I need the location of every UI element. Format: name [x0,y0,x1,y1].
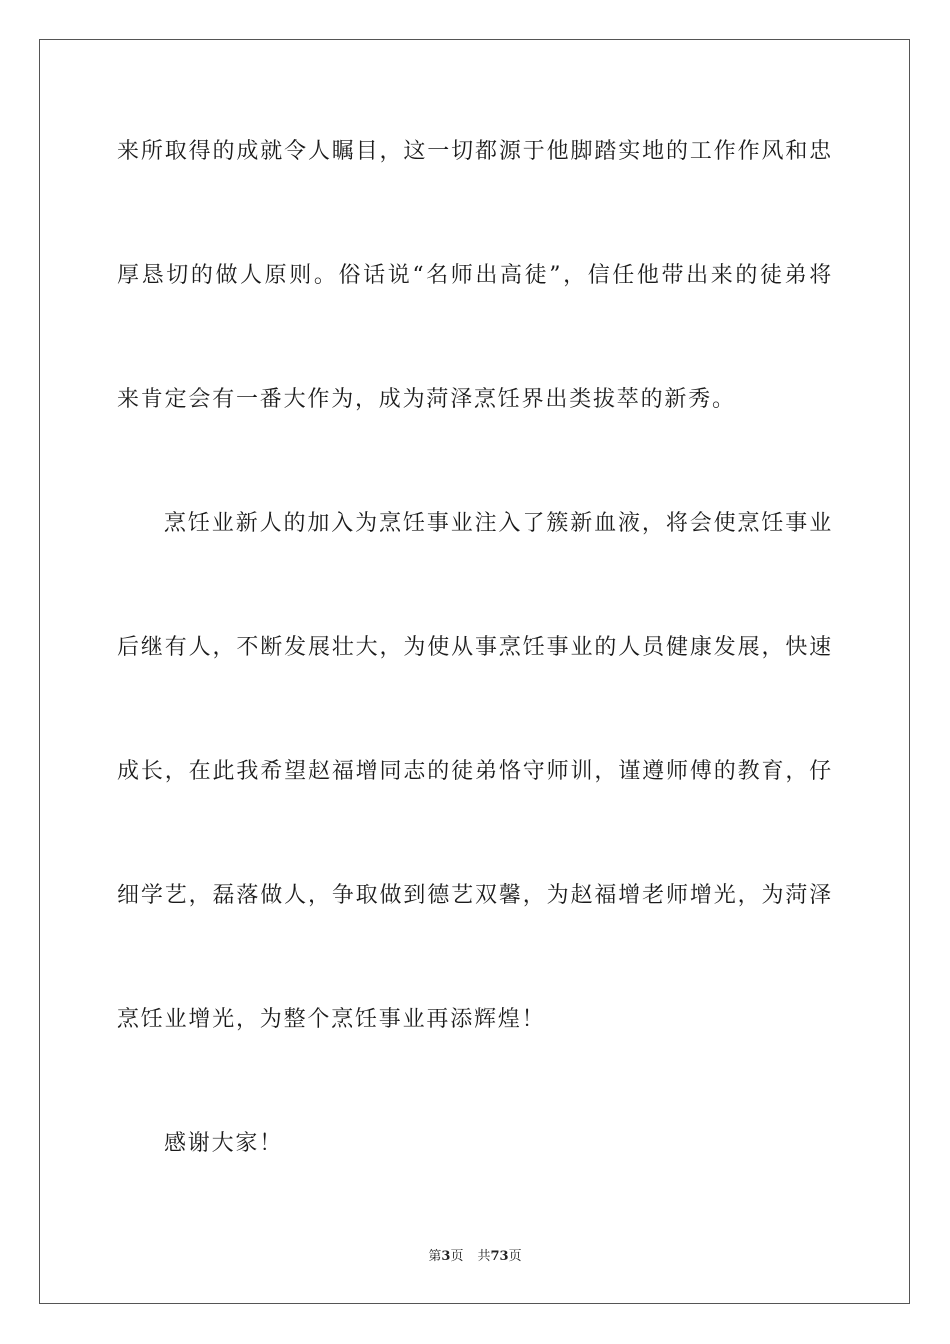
text-line-6: 成长，在此我希望赵福增同志的徒弟恪守师训，谨遵师傅的教育，仔 [117,759,833,784]
page-prefix: 第 [428,1249,442,1264]
text-line-4: 烹饪业新人的加入为烹饪事业注入了簇新血液，将会使烹饪事业 [164,511,833,536]
page-footer [0,1248,950,1266]
text-line-9: 感谢大家！ [164,1131,284,1156]
text-line-1: 来所取得的成就令人瞩目，这一切都源于他脚踏实地的工作作风和忠 [117,139,833,164]
total-pages: 73 [490,1249,509,1264]
page-suffix: 页 [450,1249,464,1264]
total-suffix: 页 [508,1249,522,1264]
page-number: 3 [441,1249,451,1264]
total-prefix: 共 [477,1249,491,1264]
page-border [39,39,910,1304]
text-line-7: 细学艺，磊落做人，争取做到德艺双馨，为赵福增老师增光，为菏泽 [117,883,833,908]
text-line-5: 后继有人，不断发展壮大，为使从事烹饪事业的人员健康发展，快速 [117,635,833,660]
text-line-8: 烹饪业增光，为整个烹饪事业再添辉煌！ [117,1007,546,1032]
text-line-2: 厚恳切的做人原则。俗话说“名师出高徒”，信任他带出来的徒弟将 [117,263,833,288]
text-line-3: 来肯定会有一番大作为，成为菏泽烹饪界出类拔萃的新秀。 [117,387,736,412]
